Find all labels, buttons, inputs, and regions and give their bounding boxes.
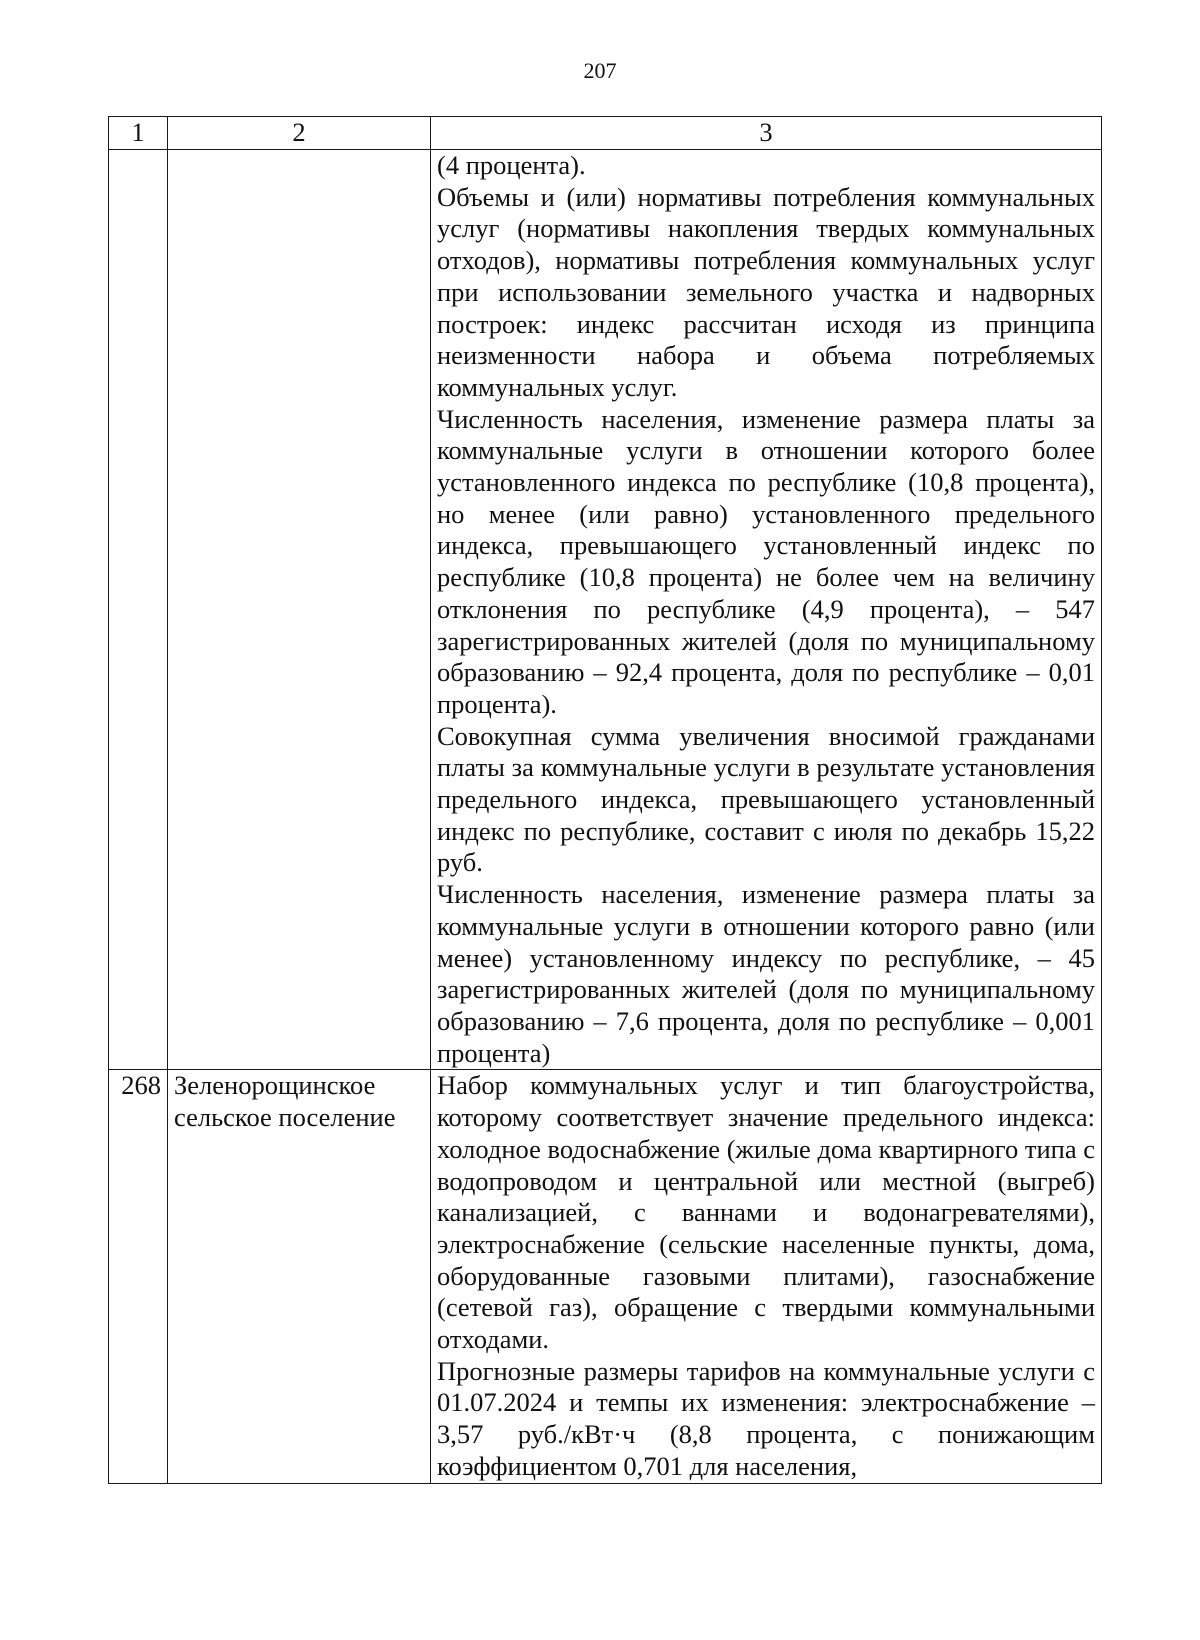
- table-row-continued: [109, 150, 1102, 1070]
- paragraph: Объемы и (или) нормативы потребления коммунальных услуг (нормативы накопления твердых коммунальных отходов), нормативы потребления коммунальных услуг при использовании земельного участка и надворных построек: индекс рассчитан исходя из принципа неизменности набора и объема потребляемых коммунальных услуг.: [437, 181, 1095, 402]
- header-col-3: 3: [431, 117, 1102, 150]
- table-row-268: [109, 1070, 1102, 1483]
- header-col-1: 1: [109, 117, 168, 150]
- header-col-2: 2: [168, 117, 431, 150]
- paragraph: Набор коммунальных услуг и тип благоустройства, которому соответствует значение предельного индекса: холодное водоснабжение (жилые дома квартирного типа с водопроводом и центральной или местной (выгреб) канализацией, с ваннами и водонагревателями), электроснабжение (сельские населенные пункты, дома, оборудованные газовыми плитами), газоснабжение (сетевой газ), обращение с твердыми коммунальными отходами.: [437, 1070, 1095, 1355]
- paragraph: Численность населения, изменение размера платы за коммунальные услуги в отношении которого более установленного индекса по республике (10,8 процента), но менее (или равно) установленного предельного индекса, превышающего установленный индекс по республике (10,8 процента) не более чем на величину отклонения по республике (4,9 процента), – 547 зарегистрированных жителей (доля по муниципальному образованию – 92,4 процента, доля по республике – 0,01 процента).: [437, 403, 1095, 719]
- document-table: [108, 116, 1102, 1484]
- paragraph: Численность населения, изменение размера платы за коммунальные услуги в отношении которого равно (или менее) установленному индексу по республике, – 45 зарегистрированных жителей (доля по муниципальному образованию – 7,6 процента, доля по республике – 0,001 процента): [437, 879, 1095, 1068]
- table-header-row: [109, 117, 1102, 150]
- page-number: 207: [583, 58, 617, 83]
- paragraph: (4 процента).: [437, 150, 586, 180]
- description-cell: [431, 150, 1102, 1070]
- paragraph: Совокупная сумма увеличения вносимой гражданами платы за коммунальные услуги в результате установления предельного индекса, превышающего установленный индекс по республике, составит с июля по декабрь 15,22 руб.: [437, 720, 1095, 878]
- settlement-name-cell: [168, 150, 431, 1070]
- row-number-cell: 268: [109, 1070, 168, 1483]
- description-cell: [431, 1070, 1102, 1483]
- settlement-name-cell: Зеленорощинское сельское поселение: [168, 1070, 431, 1483]
- row-number-cell: [109, 150, 168, 1070]
- paragraph: Прогнозные размеры тарифов на коммунальные услуги с 01.07.2024 и темпы их изменения: электроснабжение – 3,57 руб./кВт·ч (8,8 процента, с понижающим коэффициентом 0,701 для населения,: [437, 1355, 1095, 1481]
